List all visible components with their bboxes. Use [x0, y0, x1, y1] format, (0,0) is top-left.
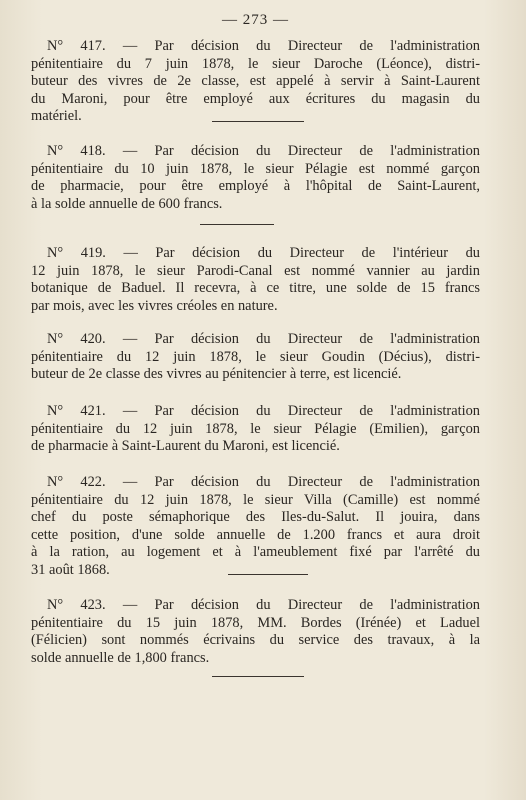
notice-line: à la ration, au logement et à l'ameublement fixé par l'arrêté du [31, 544, 480, 561]
notice-line: pénitentiaire du 12 juin 1878, le sieur Goudin (Décius), distri- [31, 348, 480, 365]
notice-line: matériel. [31, 108, 82, 125]
notice-line: N° 417. — Par décision du Directeur de l'administration [47, 38, 480, 54]
notice-line: par mois, avec les vivres créoles en nature. [31, 297, 278, 314]
notice-line: à la solde annuelle de 600 francs. [31, 195, 223, 212]
section-divider [212, 121, 304, 122]
notice-line: 12 juin 1878, le sieur Parodi-Canal est nommé vannier au jardin [31, 262, 480, 279]
notice-line: N° 421. — Par décision du Directeur de l'administration [47, 403, 480, 419]
notice-line: 31 août 1868. [31, 561, 110, 578]
notice-line: solde annuelle de 1,800 francs. [31, 649, 210, 666]
notice-line: N° 419. — Par décision du Directeur de l'intérieur du [47, 245, 480, 261]
notice-line: N° 423. — Par décision du Directeur de l'administration [47, 597, 480, 613]
section-divider [228, 574, 308, 575]
notice-line: buteur de 2e classe des vivres au pénitencier à terre, est licencié. [31, 366, 402, 383]
notice-422 [31, 474, 480, 580]
notice-line: pénitentiaire du 7 juin 1878, le sieur Daroche (Léonce), distri- [31, 55, 480, 72]
notice-line: de pharmacie à Saint-Laurent du Maroni, est licencié. [31, 438, 340, 455]
notice-line: pénitentiaire du 12 juin 1878, le sieur Pélagie (Emilien), garçon [31, 420, 480, 437]
notice-line: botanique de Baduel. Il recevra, à ce titre, une solde de 15 francs [31, 280, 480, 297]
notice-420 [31, 331, 480, 384]
notice-line: du Maroni, pour être employé aux écritures du magasin du [31, 90, 480, 107]
notice-419 [31, 245, 480, 315]
notice-417 [31, 38, 480, 126]
notice-421 [31, 403, 480, 456]
notice-423 [31, 597, 480, 667]
notice-line: pénitentiaire du 15 juin 1878, MM. Bordes (Irénée) et Laduel [31, 614, 480, 631]
section-divider [212, 676, 304, 677]
notice-line: pénitentiaire du 10 juin 1878, le sieur Pélagie est nommé garçon [31, 160, 480, 177]
notice-line: pénitentiaire du 12 juin 1878, le sieur Villa (Camille) est nommé [31, 491, 480, 508]
notice-line: de pharmacie, pour être employé à l'hôpital de Saint-Laurent, [31, 178, 480, 195]
notice-418 [31, 143, 480, 213]
notice-line: chef du poste sémaphorique des Iles-du-Salut. Il jouira, dans [31, 509, 480, 526]
notice-line: buteur des vivres de 2e classe, est appelé à servir à Saint-Laurent [31, 73, 480, 90]
notice-line: N° 418. — Par décision du Directeur de l'administration [47, 143, 480, 159]
notice-line: cette position, d'une solde annuelle de 1.200 francs et aura droit [31, 526, 480, 543]
notice-line: N° 422. — Par décision du Directeur de l'administration [47, 474, 480, 490]
notice-line: N° 420. — Par décision du Directeur de l'administration [47, 331, 480, 347]
section-divider [200, 224, 274, 225]
page-number: — 273 — [222, 12, 289, 28]
notice-line: (Félicien) sont nommés écrivains du service des travaux, à la [31, 632, 480, 649]
